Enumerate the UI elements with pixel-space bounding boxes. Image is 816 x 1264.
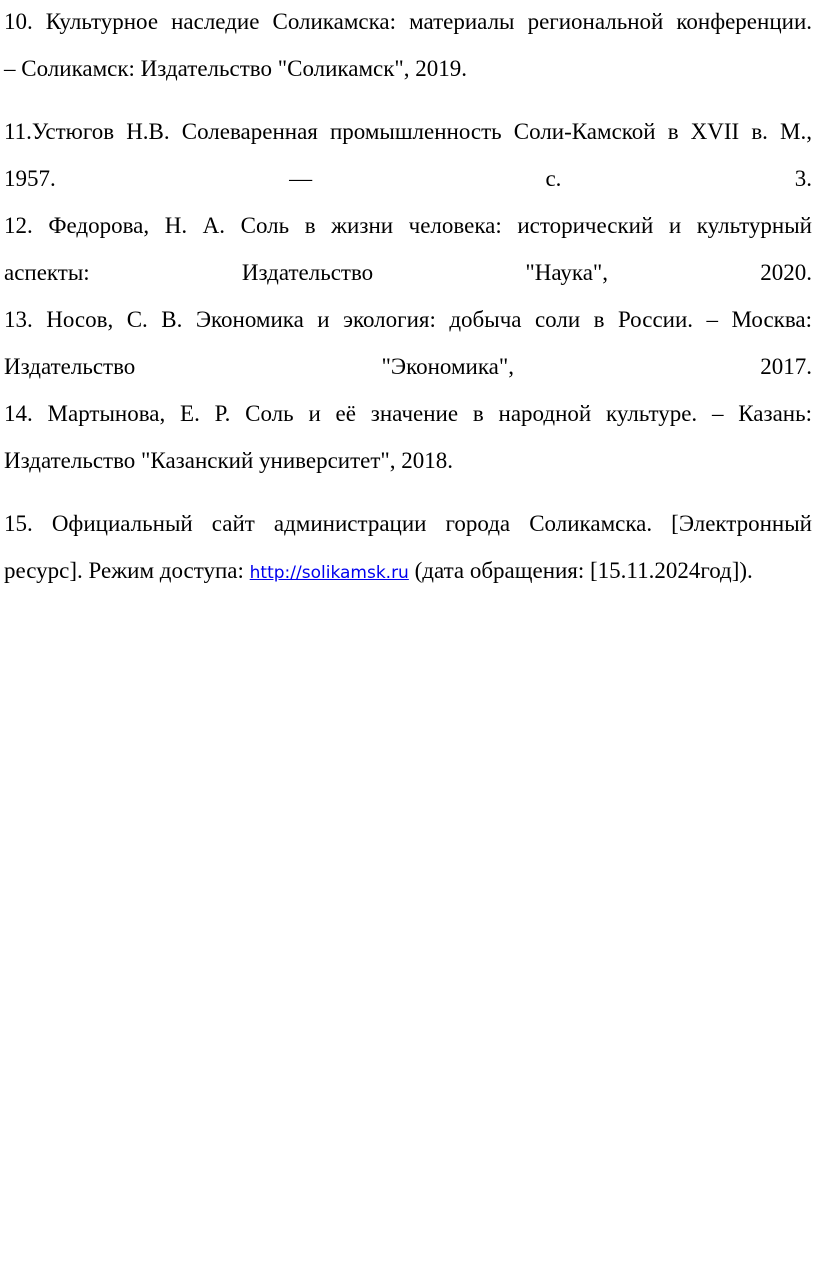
reference-11: [4, 108, 812, 202]
spacer: [4, 92, 812, 108]
reference-14-line-2: Издательство "Казанский университет", 2018.: [4, 448, 454, 473]
reference-15-line-2: [4, 547, 812, 597]
reference-15-access-suffix: (дата обращения: [15.11.2024год]).: [408, 558, 753, 583]
reference-14-line-1: 14. Мартынова, Е. Р. Соль и её значение в народной культуре. – Казань:: [4, 401, 812, 426]
reference-15-line-1: 15. Официальный сайт администрации города Соликамска. [Электронный: [4, 511, 812, 536]
reference-10: [4, 0, 812, 92]
solikamsk-website-link[interactable]: http://solikamsk.ru: [249, 563, 409, 583]
reference-12: [4, 202, 812, 296]
reference-15-access-prefix: ресурс]. Режим доступа:: [4, 558, 250, 583]
reference-10-line-2: – Соликамск: Издательство "Соликамск", 2019.: [4, 56, 468, 81]
spacer: [4, 484, 812, 500]
reference-14: [4, 390, 812, 484]
reference-11-line-1: 11.Устюгов Н.В. Солеваренная промышленность Соли-Камской в XVII в. М.,: [4, 119, 812, 144]
reference-13-line-2: Издательство "Экономика", 2017.: [4, 354, 812, 379]
reference-12-line-1: 12. Федорова, Н. А. Соль в жизни человека: исторический и культурный: [4, 213, 812, 238]
reference-10-line-1: 10. Культурное наследие Соликамска: материалы региональной конференции.: [4, 9, 812, 34]
reference-15: [4, 500, 812, 597]
reference-12-line-2: аспекты: Издательство "Наука", 2020.: [4, 260, 812, 285]
reference-13: [4, 296, 812, 390]
reference-11-line-2: [4, 155, 812, 202]
reference-13-line-1: 13. Носов, С. В. Экономика и экология: добыча соли в России. – Москва:: [4, 307, 812, 332]
reference-11-year: 1957. — с. 3.: [4, 166, 812, 191]
document-page: [4, 0, 812, 597]
